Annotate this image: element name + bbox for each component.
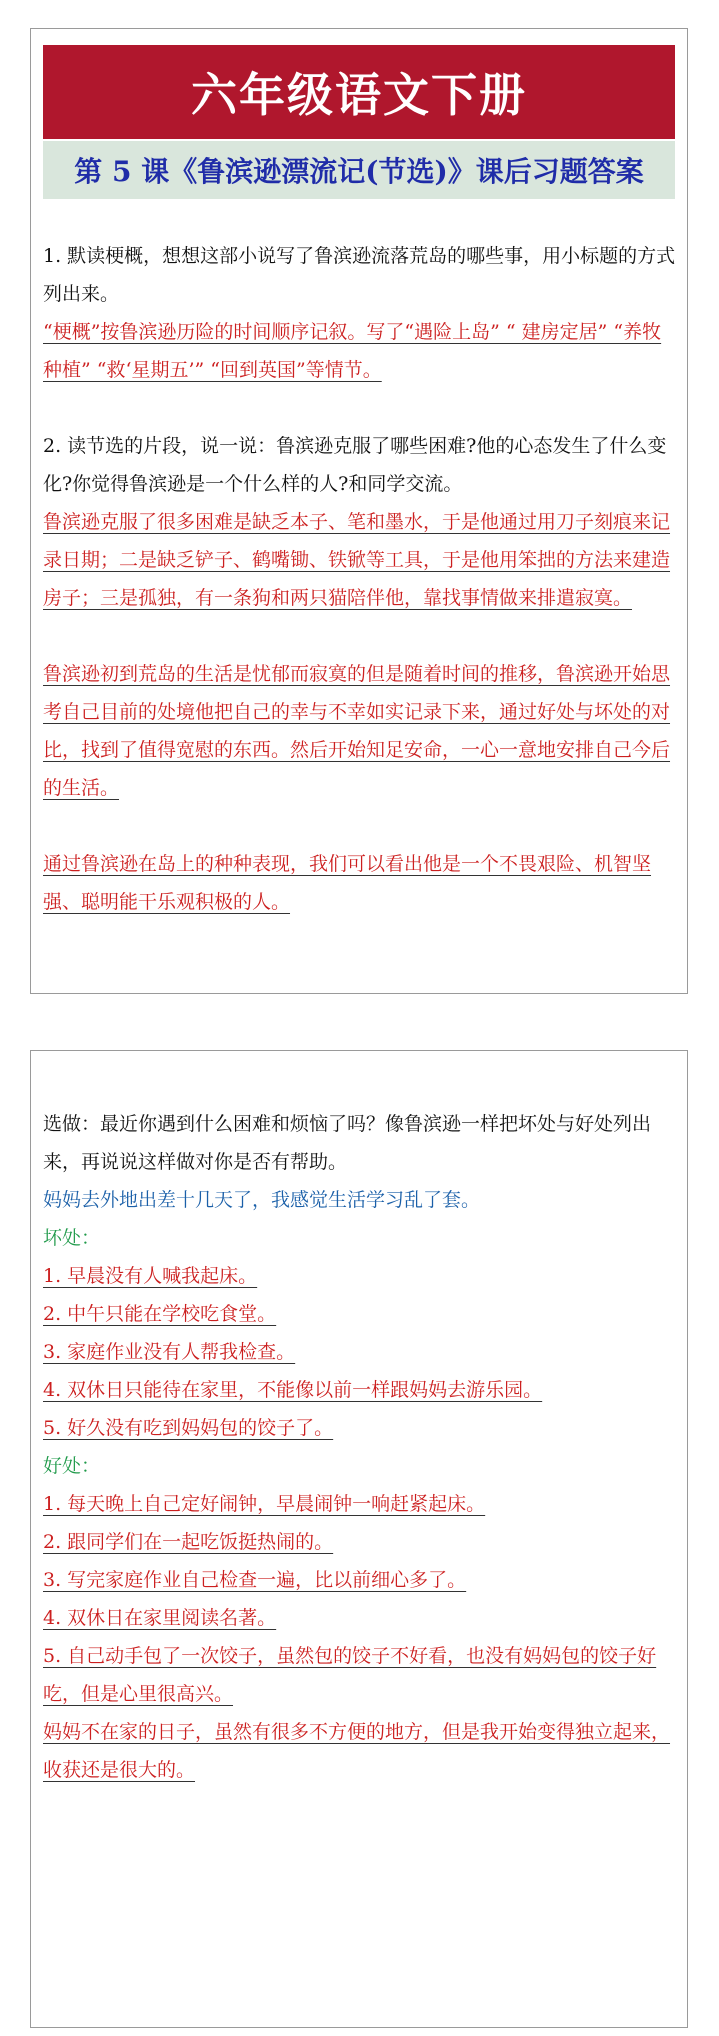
answer-2-part-2 [43,655,677,807]
question-2: 2. 读节选的片段，说一说：鲁滨逊克服了哪些困难?他的心态发生了什么变化?你觉得鲁滨逊是一个什么样的人?和同学交流。 [43,435,667,495]
lesson-subtitle: 第 5 课《鲁滨逊漂流记(节选)》课后习题答案 [43,141,675,199]
list-item: 5. 自己动手包了一次饺子，虽然包的饺子不好看，也没有妈妈包的饺子好吃，但是心里很高兴。 [43,1645,657,1705]
list-item: 3. 家庭作业没有人帮我检查。 [43,1341,296,1363]
list-item: 1. 早晨没有人喊我起床。 [43,1265,258,1287]
question-1: 1. 默读梗概，想想这部小说写了鲁滨逊流落荒岛的哪些事，用小标题的方式列出来。 [43,245,676,305]
answer-card-1 [30,28,688,994]
list-item: 3. 写完家庭作业自己检查一遍，比以前细心多了。 [43,1569,467,1591]
card-1-content [43,237,677,921]
answer-2-part-3-text: 通过鲁滨逊在岛上的种种表现，我们可以看出他是一个不畏艰险、机智坚强、聪明能干乐观积极的人。 [43,853,652,913]
page-title: 六年级语文下册 [43,45,675,139]
list-item: 2. 跟同学们在一起吃饭挺热闹的。 [43,1531,334,1553]
bad-label: 坏处： [43,1227,101,1249]
list-item: 1. 每天晚上自己定好闹钟，早晨闹钟一响赶紧起床。 [43,1493,486,1515]
conclusion-text: 妈妈不在家的日子，虽然有很多不方便的地方，但是我开始变得独立起来，收获还是很大的。 [43,1721,671,1781]
conclusion [43,1713,677,1789]
list-item: 5. 好久没有吃到妈妈包的饺子了。 [43,1417,334,1439]
answer-1-text: “梗概”按鲁滨逊历险的时间顺序记叙。写了“遇险上岛” “ 建房定居” “养牧种植” “救‘星期五’” “回到英国”等情节。 [43,321,662,381]
optional-intro: 妈妈去外地出差十几天了，我感觉生活学习乱了套。 [43,1189,481,1211]
list-item: 4. 双休日在家里阅读名著。 [43,1607,277,1629]
answer-2-part-2-text: 鲁滨逊初到荒岛的生活是忧郁而寂寞的但是随着时间的推移，鲁滨逊开始思考自己目前的处境他把自己的幸与不幸如实记录下来，通过好处与坏处的对比，找到了值得宽慰的东西。然后开始知足安命，一心一意地安排自己今后的生活。 [43,663,671,799]
good-label: 好处： [43,1455,101,1477]
answer-2-part-1 [43,503,677,617]
answer-2-part-1-text: 鲁滨逊克服了很多困难是缺乏本子、笔和墨水，于是他通过用刀子刻痕来记录日期；二是缺乏铲子、鹤嘴锄、铁锨等工具，于是他用笨拙的方法来建造房子；三是孤独，有一条狗和两只猫陪伴他，靠找事情做来排遣寂寞。 [43,511,671,609]
optional-question: 选做：最近你遇到什么困难和烦恼了吗？像鲁滨逊一样把坏处与好处列出来，再说说这样做对你是否有帮助。 [43,1113,652,1173]
list-item: 4. 双休日只能待在家里，不能像以前一样跟妈妈去游乐园。 [43,1379,543,1401]
card-2-content [43,1105,677,1789]
answer-2-part-3 [43,845,677,921]
list-item: 2. 中午只能在学校吃食堂。 [43,1303,277,1325]
answer-card-2 [30,1050,688,2028]
answer-1 [43,313,677,389]
